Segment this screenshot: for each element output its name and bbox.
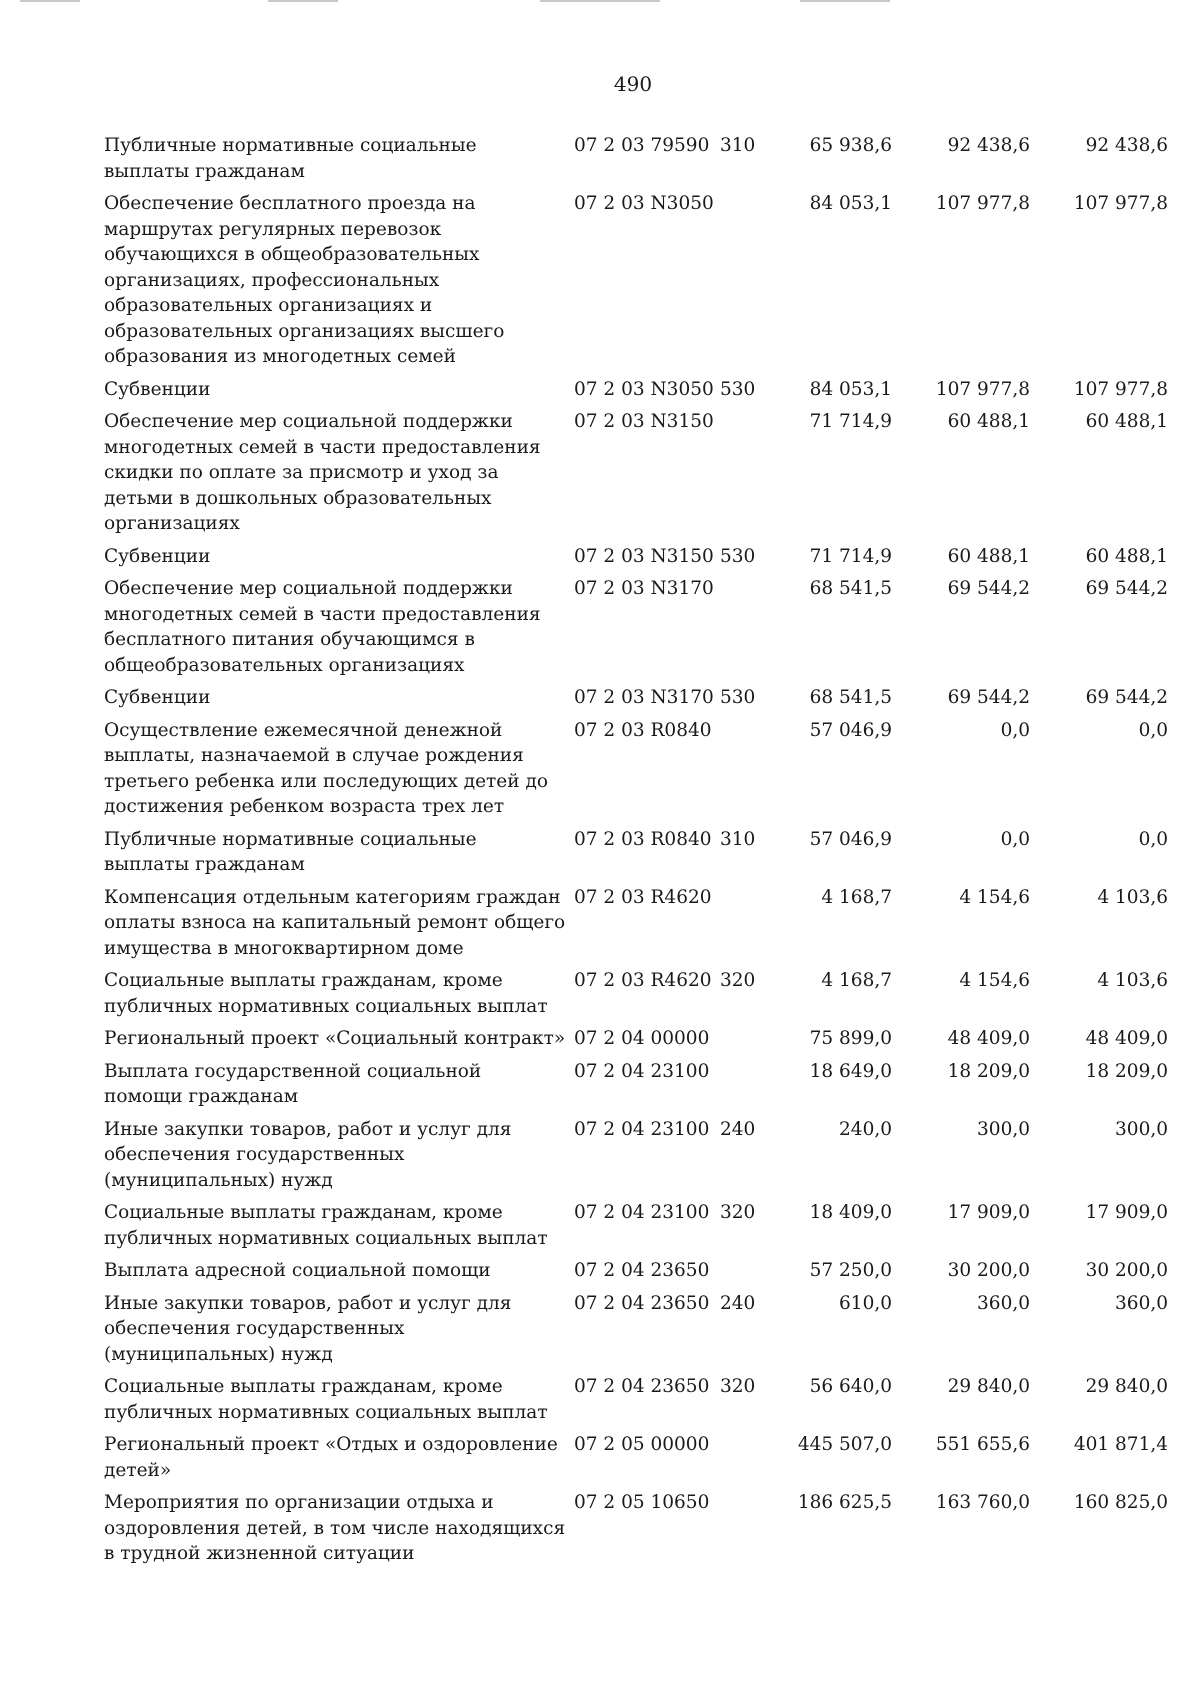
item-name: Региональный проект «Отдых и оздоровление детей» <box>104 1434 558 1481</box>
amount-year-1: 84 053,1 <box>809 378 892 400</box>
target-article-code: 07 2 04 23650 <box>574 1292 710 1314</box>
target-article-code: 07 2 03 N3150 <box>574 545 714 567</box>
expense-type-code: 530 <box>720 687 756 708</box>
amount-year-3: 107 977,8 <box>1073 193 1168 214</box>
scan-artifact <box>800 0 890 2</box>
item-name: Социальные выплаты гражданам, кроме публичных нормативных социальных выплат <box>104 1202 548 1249</box>
amount-year-1: 57 250,0 <box>809 1260 892 1281</box>
amount-year-1: 240,0 <box>839 1118 892 1140</box>
item-name: Выплата адресной социальной помощи <box>104 1260 491 1281</box>
amount-year-3: 401 871,4 <box>1073 1434 1168 1455</box>
target-article-code: 07 2 03 N3050 <box>574 193 714 214</box>
table-row <box>104 1432 1176 1483</box>
item-name: Субвенции <box>104 378 211 400</box>
amount-year-3: 300,0 <box>1115 1118 1168 1140</box>
amount-year-3: 17 909,0 <box>1085 1202 1168 1223</box>
scan-artifact <box>20 0 80 2</box>
target-article-code: 07 2 03 N3170 <box>574 578 714 599</box>
amount-year-2: 69 544,2 <box>947 687 1030 708</box>
amount-year-2: 360,0 <box>977 1292 1030 1314</box>
item-name: Социальные выплаты гражданам, кроме публичных нормативных социальных выплат <box>104 1376 548 1423</box>
item-name: Осуществление ежемесячной денежной выплаты, назначаемой в случае рождения третьего ребенка или последующих детей до достижения ребенком возраста трех лет <box>104 719 548 817</box>
amount-year-1: 445 507,0 <box>797 1434 892 1455</box>
item-name: Социальные выплаты гражданам, кроме публичных нормативных социальных выплат <box>104 970 548 1017</box>
amount-year-2: 30 200,0 <box>947 1260 1030 1281</box>
item-name: Субвенции <box>104 687 211 708</box>
amount-year-2: 0,0 <box>1000 719 1030 741</box>
amount-year-1: 71 714,9 <box>809 411 892 432</box>
amount-year-2: 29 840,0 <box>947 1376 1030 1397</box>
amount-year-1: 57 046,9 <box>809 828 892 850</box>
scan-artifact <box>540 0 660 2</box>
amount-year-2: 60 488,1 <box>947 411 1030 432</box>
amount-year-3: 69 544,2 <box>1085 687 1168 708</box>
amount-year-2: 60 488,1 <box>947 545 1030 567</box>
amount-year-1: 57 046,9 <box>809 719 892 741</box>
target-article-code: 07 2 03 79590 <box>574 135 710 156</box>
amount-year-2: 107 977,8 <box>935 193 1030 214</box>
table-row <box>104 576 1176 678</box>
expense-type-code: 240 <box>720 1292 756 1314</box>
amount-year-2: 92 438,6 <box>947 135 1030 156</box>
target-article-code: 07 2 03 R0840 <box>574 719 712 741</box>
expense-type-code: 530 <box>720 378 756 400</box>
target-article-code: 07 2 03 N3170 <box>574 687 714 708</box>
item-name: Субвенции <box>104 545 211 567</box>
amount-year-2: 107 977,8 <box>935 378 1030 400</box>
amount-year-1: 18 409,0 <box>809 1202 892 1223</box>
item-name: Публичные нормативные социальные выплаты гражданам <box>104 135 477 182</box>
item-name: Мероприятия по организации отдыха и оздоровления детей, в том числе находящихся в трудной жизненной ситуации <box>104 1492 566 1564</box>
amount-year-2: 0,0 <box>1000 828 1030 850</box>
table-row <box>104 1059 1176 1110</box>
amount-year-2: 551 655,6 <box>935 1434 1030 1455</box>
target-article-code: 07 2 04 23650 <box>574 1376 710 1397</box>
table-row <box>104 718 1176 820</box>
table-row <box>104 968 1176 1019</box>
amount-year-3: 30 200,0 <box>1085 1260 1168 1281</box>
amount-year-1: 84 053,1 <box>809 193 892 214</box>
amount-year-3: 4 103,6 <box>1097 886 1168 908</box>
target-article-code: 07 2 04 23100 <box>574 1118 710 1140</box>
amount-year-2: 4 154,6 <box>959 970 1030 991</box>
amount-year-3: 0,0 <box>1138 719 1168 741</box>
item-name: Выплата государственной социальной помощи гражданам <box>104 1060 482 1107</box>
amount-year-3: 60 488,1 <box>1085 545 1168 567</box>
amount-year-2: 4 154,6 <box>959 886 1030 908</box>
amount-year-3: 92 438,6 <box>1085 135 1168 156</box>
expense-type-code: 310 <box>720 828 756 850</box>
amount-year-3: 69 544,2 <box>1085 578 1168 599</box>
target-article-code: 07 2 05 00000 <box>574 1434 710 1455</box>
amount-year-1: 68 541,5 <box>809 578 892 599</box>
expense-type-code: 240 <box>720 1118 756 1140</box>
amount-year-2: 18 209,0 <box>947 1060 1030 1082</box>
expense-type-code: 320 <box>720 970 756 991</box>
amount-year-1: 610,0 <box>839 1292 892 1314</box>
target-article-code: 07 2 04 00000 <box>574 1028 710 1049</box>
amount-year-1: 4 168,7 <box>821 970 892 991</box>
table-row <box>104 1117 1176 1194</box>
amount-year-1: 186 625,5 <box>797 1492 892 1513</box>
table-row <box>104 1291 1176 1368</box>
target-article-code: 07 2 04 23650 <box>574 1260 710 1281</box>
item-name: Иные закупки товаров, работ и услуг для обеспечения государственных (муниципальных) нужд <box>104 1118 512 1191</box>
amount-year-3: 0,0 <box>1138 828 1168 850</box>
target-article-code: 07 2 03 R0840 <box>574 828 712 850</box>
table-row <box>104 191 1176 370</box>
table-row <box>104 685 1176 711</box>
amount-year-3: 29 840,0 <box>1085 1376 1168 1397</box>
item-name: Иные закупки товаров, работ и услуг для обеспечения государственных (муниципальных) нужд <box>104 1292 512 1365</box>
table-row <box>104 1026 1176 1052</box>
target-article-code: 07 2 04 23100 <box>574 1060 710 1082</box>
amount-year-2: 69 544,2 <box>947 578 1030 599</box>
amount-year-2: 300,0 <box>977 1118 1030 1140</box>
target-article-code: 07 2 03 R4620 <box>574 970 712 991</box>
table-row <box>104 1200 1176 1251</box>
target-article-code: 07 2 03 N3050 <box>574 378 714 400</box>
page-number: 490 <box>613 72 653 96</box>
amount-year-3: 18 209,0 <box>1085 1060 1168 1082</box>
expense-type-code: 310 <box>720 135 756 156</box>
amount-year-3: 360,0 <box>1115 1292 1168 1314</box>
target-article-code: 07 2 04 23100 <box>574 1202 710 1223</box>
amount-year-1: 71 714,9 <box>809 545 892 567</box>
expense-type-code: 320 <box>720 1202 756 1223</box>
expense-type-code: 320 <box>720 1376 756 1397</box>
budget-table <box>104 133 1176 1574</box>
amount-year-3: 60 488,1 <box>1085 411 1168 432</box>
amount-year-1: 68 541,5 <box>809 687 892 708</box>
amount-year-1: 75 899,0 <box>809 1028 892 1049</box>
target-article-code: 07 2 03 R4620 <box>574 886 712 908</box>
target-article-code: 07 2 03 N3150 <box>574 411 714 432</box>
table-row <box>104 409 1176 537</box>
amount-year-1: 4 168,7 <box>821 886 892 908</box>
amount-year-3: 4 103,6 <box>1097 970 1168 991</box>
scan-artifact <box>268 0 338 2</box>
table-row <box>104 1258 1176 1284</box>
item-name: Обеспечение бесплатного проезда на маршрутах регулярных перевозок обучающихся в общеобразовательных организациях, профессиональных образовательных организациях и образовательных организациях высшего образования из многодетных семей <box>104 193 505 367</box>
table-row <box>104 885 1176 962</box>
item-name: Обеспечение мер социальной поддержки многодетных семей в части предоставления бесплатного питания обучающимся в общеобразовательных организациях <box>104 578 541 676</box>
amount-year-1: 56 640,0 <box>809 1376 892 1397</box>
expense-type-code: 530 <box>720 545 756 567</box>
table-row <box>104 1490 1176 1567</box>
table-row <box>104 544 1176 570</box>
item-name: Региональный проект «Социальный контракт» <box>104 1028 566 1049</box>
table-row <box>104 377 1176 403</box>
amount-year-3: 160 825,0 <box>1073 1492 1168 1513</box>
amount-year-2: 48 409,0 <box>947 1028 1030 1049</box>
amount-year-3: 107 977,8 <box>1073 378 1168 400</box>
amount-year-1: 18 649,0 <box>809 1060 892 1082</box>
amount-year-2: 17 909,0 <box>947 1202 1030 1223</box>
target-article-code: 07 2 05 10650 <box>574 1492 710 1513</box>
amount-year-2: 163 760,0 <box>935 1492 1030 1513</box>
table-row <box>104 133 1176 184</box>
table-row <box>104 827 1176 878</box>
item-name: Компенсация отдельным категориям граждан оплаты взноса на капитальный ремонт общего имущества в многоквартирном доме <box>104 886 566 959</box>
item-name: Обеспечение мер социальной поддержки многодетных семей в части предоставления скидки по оплате за присмотр и уход за детьми в дошкольных образовательных организациях <box>104 411 541 534</box>
amount-year-1: 65 938,6 <box>809 135 892 156</box>
amount-year-3: 48 409,0 <box>1085 1028 1168 1049</box>
table-row <box>104 1374 1176 1425</box>
item-name: Публичные нормативные социальные выплаты гражданам <box>104 828 477 875</box>
